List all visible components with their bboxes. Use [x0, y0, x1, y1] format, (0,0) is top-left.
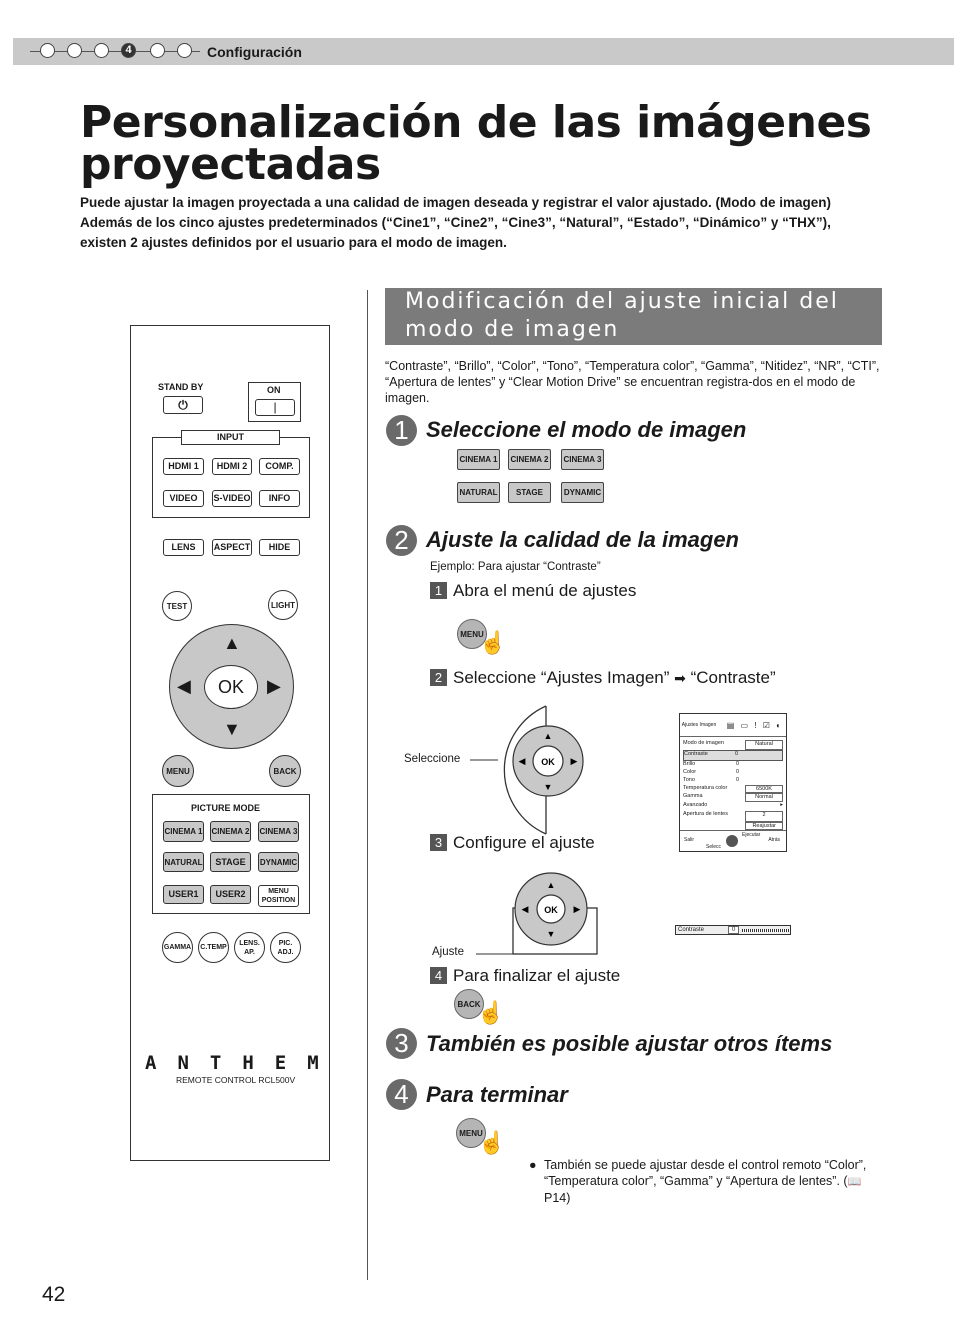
svg-text:◀: ◀ — [518, 756, 526, 766]
arrow-up-icon[interactable]: ▲ — [223, 633, 241, 653]
svg-text:OK: OK — [541, 757, 555, 767]
standby-button[interactable] — [163, 396, 203, 414]
note-body: También se puede ajustar desde el control remoto “Color”, “Temperatura color”, “Gamma” y “Apertura de lentes”. ( — [544, 1158, 867, 1188]
section-title: Configuración — [207, 44, 302, 60]
substep-text: Seleccione “Ajustes Imagen” — [453, 668, 670, 687]
natural-mode-button[interactable]: NATURAL — [457, 482, 500, 503]
brand-logo: ANTHEM — [145, 1052, 340, 1074]
osd-reset-row — [683, 823, 783, 829]
standby-label: STAND BY — [158, 382, 204, 392]
user2-button[interactable]: USER2 — [210, 885, 251, 904]
arrow-right-icon: ➡ — [674, 670, 686, 686]
on-icon: | — [273, 400, 277, 414]
comp-button[interactable]: COMP. — [259, 458, 300, 475]
osd-row-value: Normal — [745, 793, 783, 802]
osd-back-label: Atrás — [768, 837, 780, 843]
section-banner: Modificación del ajuste inicial del modo de imagen — [385, 288, 882, 345]
chapter-dot — [94, 43, 109, 58]
osd-row-label: Color — [683, 769, 697, 775]
svg-text:▶: ▶ — [570, 756, 578, 766]
osd-row-value: 0 — [734, 751, 738, 757]
menu-position-button[interactable]: MENU POSITION — [258, 885, 299, 907]
substep-text: Abra el menú de ajustes — [453, 581, 637, 600]
remote-control — [130, 325, 340, 1161]
osd-menu — [679, 713, 787, 852]
ok-button[interactable]: OK — [204, 665, 258, 709]
hide-button[interactable]: HIDE — [259, 539, 300, 556]
osd-row[interactable] — [683, 777, 783, 785]
cinema1-mode-button[interactable]: CINEMA 1 — [457, 449, 500, 470]
page-number: 42 — [42, 1283, 66, 1306]
svg-text:OK: OK — [544, 905, 558, 915]
osd-row-label: Modo de imagen — [683, 740, 724, 746]
model-label: REMOTE CONTROL RCL500V — [176, 1075, 296, 1085]
osd-row-label: Gamma — [683, 793, 703, 799]
osd-row-value: 2 — [745, 811, 783, 822]
chapter-dot — [150, 43, 165, 58]
step-title: Seleccione el modo de imagen — [426, 417, 747, 442]
hdmi1-button[interactable]: HDMI 1 — [163, 458, 204, 475]
cinema3-button[interactable]: CINEMA 3 — [258, 821, 299, 842]
cinema2-button[interactable]: CINEMA 2 — [210, 821, 251, 842]
svg-text:◀: ◀ — [521, 904, 529, 914]
osd-row[interactable] — [683, 793, 783, 802]
osd-select-label: Selecc — [706, 844, 722, 850]
osd-row[interactable] — [683, 769, 783, 777]
bullet-icon: ● — [529, 1158, 537, 1172]
select-label: Seleccione — [404, 753, 461, 765]
osd-row-label: Avanzado — [683, 802, 708, 808]
dynamic-button[interactable]: DYNAMIC — [258, 852, 299, 872]
osd-title: Ajustes Imagen — [681, 722, 717, 728]
pic-adj-button[interactable]: PIC. ADJ. — [270, 932, 301, 963]
stage-mode-button[interactable]: STAGE — [508, 482, 551, 503]
svg-text:▶: ▶ — [573, 904, 581, 914]
substep-number: 2 — [430, 669, 447, 686]
osd-row-label: Contraste — [684, 751, 708, 757]
user1-button[interactable]: USER1 — [163, 885, 204, 904]
osd-footer — [680, 830, 786, 851]
cinema3-mode-button[interactable]: CINEMA 3 — [561, 449, 604, 470]
back-press-icon: BACK — [454, 989, 484, 1019]
svg-text:▲: ▲ — [546, 880, 556, 890]
substep-number: 1 — [430, 582, 447, 599]
on-button[interactable] — [255, 399, 295, 416]
substep — [430, 668, 776, 688]
chapter-dot-active: 4 — [121, 43, 136, 58]
picture-mode-label: PICTURE MODE — [191, 803, 261, 813]
chapter-dot — [40, 43, 55, 58]
osd-row-selected[interactable] — [683, 750, 783, 761]
hand-icon: ☝ — [477, 1000, 505, 1025]
test-button[interactable]: TEST — [162, 591, 192, 621]
substep-text: Para finalizar el ajuste — [453, 966, 621, 985]
osd-row-value: 0 — [735, 761, 739, 767]
osd-exit-label: Salir — [684, 837, 695, 843]
menu-button[interactable]: MENU — [162, 755, 194, 787]
osd-ok-icon — [726, 835, 738, 847]
slider-track — [742, 929, 790, 932]
osd-row-label: Brillo — [683, 761, 696, 767]
contrast-slider[interactable] — [675, 925, 791, 935]
substep-text-2: “Contraste” — [690, 668, 776, 687]
example-text: Ejemplo: Para ajustar “Contraste” — [430, 561, 601, 573]
step-number: 4 — [386, 1079, 417, 1110]
power-icon: ⏻ — [178, 397, 188, 412]
dpad-diagram-select — [400, 700, 590, 840]
svg-text:▲: ▲ — [543, 731, 553, 741]
hdmi2-button[interactable]: HDMI 2 — [212, 458, 252, 475]
chapter-dot — [177, 43, 192, 58]
osd-row-label: Apertura de lentes — [683, 811, 728, 817]
osd-reset-button[interactable]: Reajustar — [745, 822, 783, 830]
osd-rows — [680, 737, 786, 829]
column-divider — [367, 290, 368, 1280]
osd-row-value: Natural — [745, 740, 783, 750]
chevron-right-icon: ▸ — [780, 802, 783, 808]
svg-text:▼: ▼ — [546, 929, 556, 939]
lens-button[interactable]: LENS — [163, 539, 204, 556]
osd-row-value: 6500K — [745, 785, 783, 793]
hand-icon: ☝ — [478, 1130, 506, 1155]
arrow-right-icon[interactable]: ▶ — [267, 676, 281, 696]
cinema2-mode-button[interactable]: CINEMA 2 — [508, 449, 551, 470]
substep — [430, 966, 620, 986]
substep — [430, 581, 636, 601]
osd-row-label: Temperatura color — [683, 785, 728, 791]
menu-press-icon: MENU — [456, 1118, 486, 1148]
lens-ap-button[interactable]: LENS. AP. — [234, 932, 265, 963]
menu-press-icon: MENU — [457, 619, 487, 649]
osd-row-value: 0 — [735, 769, 739, 775]
intro-text: Puede ajustar la imagen proyectada a una calidad de imagen deseada y registrar el valor ajustado. (Modo de imagen) Además de los cinco ajustes predeterminados (“Cine1”, “Cine2”, “Cine3”, “Natural”, “Estado”, “Dinámico” y “THX”), existen 2 ajustes definidos por el usuario para el modo de imagen. — [80, 195, 831, 250]
osd-execute-label: Ejecutar — [742, 832, 761, 838]
page-title: Personalización de las imágenes proyectadas — [80, 97, 872, 190]
substep-number: 3 — [430, 834, 447, 851]
dynamic-mode-button[interactable]: DYNAMIC — [561, 482, 604, 503]
video-button[interactable]: VIDEO — [163, 490, 204, 507]
light-button[interactable]: LIGHT — [268, 590, 298, 620]
step-number: 2 — [386, 525, 417, 556]
hand-icon: ☝ — [479, 630, 507, 655]
osd-row-value: 0 — [735, 777, 739, 783]
slider-label: Contraste — [678, 927, 705, 933]
osd-header — [680, 714, 786, 737]
header-dotline — [30, 51, 200, 52]
book-icon: 📖 — [847, 1176, 862, 1188]
svideo-button[interactable]: S-VIDEO — [212, 490, 252, 507]
osd-row-label: Tono — [683, 777, 695, 783]
substep-text: Configure el ajuste — [453, 833, 595, 852]
substep-number: 4 — [430, 967, 447, 984]
osd-row[interactable] — [683, 802, 783, 811]
step-title: También es posible ajustar otros ítems — [426, 1031, 833, 1056]
cinema1-button[interactable]: CINEMA 1 — [163, 821, 204, 842]
step-title: Ajuste la calidad de la imagen — [426, 527, 739, 552]
chapter-dot — [67, 43, 82, 58]
slider-value: 0 — [728, 926, 739, 934]
on-label: ON — [267, 385, 281, 395]
step-number: 3 — [386, 1028, 417, 1059]
note-text — [544, 1157, 869, 1206]
stage-button[interactable]: STAGE — [210, 852, 251, 872]
arrow-left-icon[interactable]: ◀ — [177, 676, 191, 696]
natural-button[interactable]: NATURAL — [163, 852, 204, 872]
osd-row[interactable] — [683, 761, 783, 769]
osd-row[interactable] — [683, 785, 783, 793]
back-button[interactable]: BACK — [269, 755, 301, 787]
banner-paragraph: “Contraste”, “Brillo”, “Color”, “Tono”, “Temperatura color”, “Gamma”, “Nitidez”, “NR”, “CTI”, “Apertura de lentes” y “Clear Motion Drive” se encuentran registra-dos en el modo de imagen. — [385, 359, 880, 405]
ctemp-button[interactable]: C.TEMP — [198, 932, 229, 963]
step-title: Para terminar — [426, 1082, 568, 1107]
input-label: INPUT — [181, 430, 280, 445]
gamma-button[interactable]: GAMMA — [162, 932, 193, 963]
note-ref: P14) — [544, 1191, 571, 1205]
aspect-button[interactable]: ASPECT — [212, 539, 252, 556]
arrow-down-icon[interactable]: ▼ — [223, 719, 241, 739]
adjust-label: Ajuste — [432, 946, 464, 958]
step-number: 1 — [386, 415, 417, 446]
substep — [430, 833, 595, 853]
note — [529, 1157, 869, 1206]
info-button[interactable]: INFO — [259, 490, 300, 507]
osd-row[interactable] — [683, 811, 783, 822]
svg-text:▼: ▼ — [543, 782, 553, 792]
osd-tab-icons: ▤ ▭ ǃ ☑ ◐ — [726, 720, 783, 730]
osd-row[interactable] — [683, 740, 783, 750]
